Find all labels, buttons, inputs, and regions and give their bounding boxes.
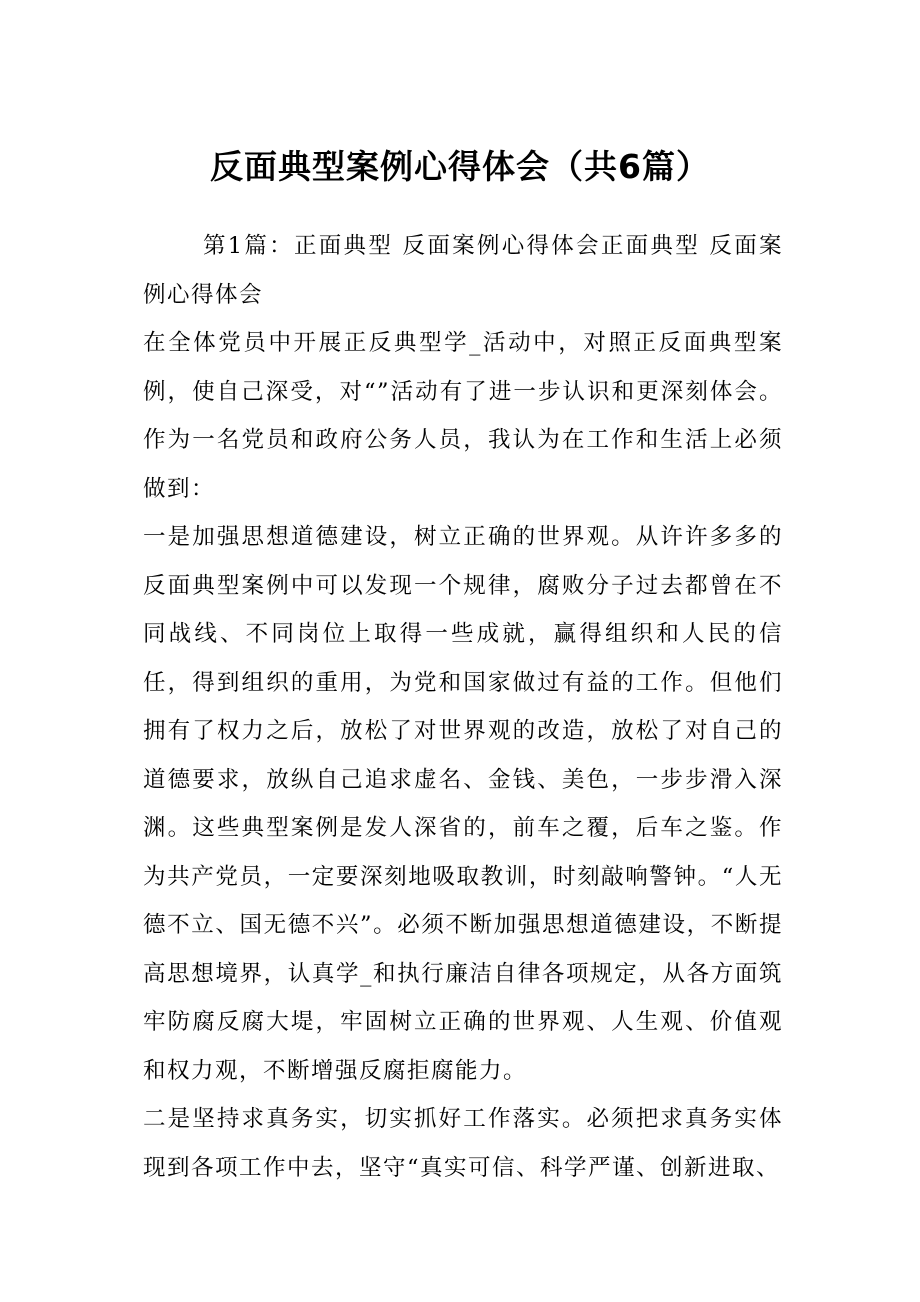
body-paragraph: 在全体党员中开展正反典型学_活动中，对照正反面典型案例，使自己深受，对“”活动有了进一步认识和更深刻体会。作为一名党员和政府公务人员，我认为在工作和生活上必须做到： [143,330,783,502]
body-paragraph: 二是坚持求真务实，切实抓好工作落实。必须把求真务实体现到各项工作中去，坚守“真实可信、科学严谨、创新进取、 [143,1106,783,1181]
document-title: 反面典型案例心得体会（共6篇） [210,147,710,186]
document-body [143,222,783,1192]
section-heading-paragraph: 第1篇：正面典型 反面案例心得体会正面典型 反面案例心得体会 [143,233,783,308]
body-paragraph: 一是加强思想道德建设，树立正确的世界观。从许许多多的反面典型案例中可以发现一个规律，腐败分子过去都曾在不同战线、不同岗位上取得一些成就，赢得组织和人民的信任，得到组织的重用，为党和国家做过有益的工作。但他们拥有了权力之后，放松了对世界观的改造，放松了对自己的道德要求，放纵自己追求虚名、金钱、美色，一步步滑入深渊。这些典型案例是发人深省的，前车之覆，后车之鉴。作为共产党员，一定要深刻地吸取教训，时刻敲响警钟。“人无德不立、国无德不兴”。必须不断加强思想道德建设，不断提高思想境界，认真学_和执行廉洁自律各项规定，从各方面筑牢防腐反腐大堤，牢固树立正确的世界观、人生观、价值观和权力观，不断增强反腐拒腐能力。 [143,524,783,1084]
